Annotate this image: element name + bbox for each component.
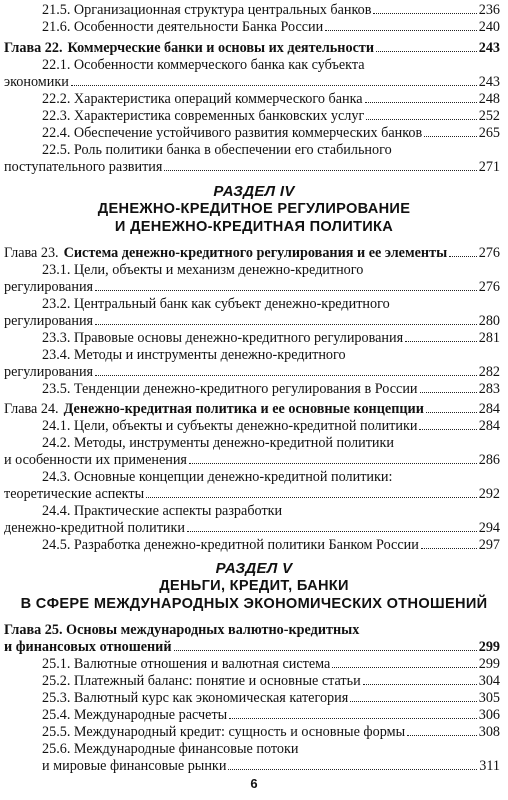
entry-title: 25.2. Платежный баланс: понятие и основные статьи	[42, 673, 361, 689]
entry-page: 281	[478, 330, 500, 346]
dot-leader	[325, 30, 476, 31]
entry-title-line1: 23.1. Цели, объекты и механизм денежно-кредитного	[42, 262, 364, 278]
entry-title-line1: 24.4. Практические аспекты разработки	[42, 503, 283, 519]
entry-page: 311	[479, 758, 500, 774]
entry-title: 21.5. Организационная структура центральных банков	[42, 2, 372, 18]
entry-page: 304	[478, 673, 500, 689]
entry-page: 286	[478, 452, 500, 468]
dot-leader	[366, 119, 476, 120]
entry-title: 21.6. Особенности деятельности Банка России	[42, 19, 324, 35]
dot-leader	[376, 51, 477, 52]
entry-page: 308	[478, 724, 500, 740]
dot-leader	[373, 13, 476, 14]
chapter-prefix: Глава 24.	[4, 401, 59, 417]
section-5-title-line2: В СФЕРЕ МЕЖДУНАРОДНЫХ ЭКОНОМИЧЕСКИХ ОТНОШЕНИЙ	[20, 596, 488, 612]
entry-title: регулирования	[4, 313, 94, 329]
dot-leader	[424, 136, 477, 137]
chapter-prefix: Глава 22.	[4, 40, 63, 56]
dot-leader	[228, 769, 477, 770]
toc-entry[interactable]	[42, 379, 500, 399]
entry-page: 299	[478, 639, 500, 655]
entry-page: 271	[478, 159, 500, 175]
entry-title: 23.3. Правовые основы денежно-кредитного регулирования	[42, 330, 404, 346]
entry-page: 243	[478, 40, 500, 56]
chapter-title: Система денежно-кредитного регулирования и ее элементы	[63, 245, 448, 261]
section-4-label: РАЗДЕЛ IV	[213, 183, 295, 200]
entry-page: 299	[478, 656, 500, 672]
entry-title: 24.5. Разработка денежно-кредитной политики Банком России	[42, 537, 419, 553]
dot-leader	[95, 290, 477, 291]
dot-leader	[350, 701, 476, 702]
entry-title: 25.1. Валютные отношения и валютная система	[42, 656, 331, 672]
entry-title: 24.1. Цели, объекты и субъекты денежно-кредитной политики	[42, 418, 418, 434]
dot-leader	[187, 531, 477, 532]
entry-page: 243	[478, 74, 500, 90]
entry-title: 25.5. Международный кредит: сущность и основные формы	[42, 724, 406, 740]
entry-page: 284	[478, 401, 500, 417]
dot-leader	[420, 392, 477, 393]
chapter-title: Денежно-кредитная политика и ее основные концепции	[63, 401, 424, 417]
dot-leader	[365, 102, 477, 103]
entry-page: 292	[478, 486, 500, 502]
entry-title-line1: 23.2. Центральный банк как субъект денежно-кредитного	[42, 296, 390, 312]
dot-leader	[419, 429, 476, 430]
entry-title: и мировые финансовые рынки	[42, 758, 227, 774]
entry-title: регулирования	[4, 364, 94, 380]
dot-leader	[146, 497, 477, 498]
entry-title-line1: 23.4. Методы и инструменты денежно-кредитного	[42, 347, 346, 363]
dot-leader	[95, 375, 477, 376]
dot-leader	[426, 412, 477, 413]
entry-page: 282	[478, 364, 500, 380]
entry-title-line1: 24.3. Основные концепции денежно-кредитной политики:	[42, 469, 393, 485]
entry-title: 22.2. Характеристика операций коммерческого банка	[42, 91, 363, 107]
entry-title: 22.4. Обеспечение устойчивого развития коммерческих банков	[42, 125, 423, 141]
entry-page: 240	[478, 19, 500, 35]
toc-entry[interactable]	[42, 17, 500, 37]
entry-page: 305	[478, 690, 500, 706]
entry-title: теоретические аспекты	[4, 486, 145, 502]
dot-leader	[164, 170, 476, 171]
dot-leader	[174, 650, 477, 651]
entry-page: 294	[478, 520, 500, 536]
dot-leader	[407, 735, 477, 736]
entry-title-line1: 22.1. Особенности коммерческого банка как субъекта	[42, 57, 365, 73]
dot-leader	[363, 684, 477, 685]
section-5-title-line1: ДЕНЬГИ, КРЕДИТ, БАНКИ	[159, 578, 349, 594]
entry-page: 297	[478, 537, 500, 553]
entry-title: регулирования	[4, 279, 94, 295]
section-5-label: РАЗДЕЛ V	[215, 560, 293, 577]
entry-title-line1: 22.5. Роль политики банка в обеспечении его стабильного	[42, 142, 392, 158]
entry-title: и особенности их применения	[4, 452, 187, 468]
entry-title: денежно-кредитной политики	[4, 520, 186, 536]
dot-leader	[229, 718, 477, 719]
entry-page: 276	[478, 245, 500, 261]
section-4-title-line2: И ДЕНЕЖНО-КРЕДИТНАЯ ПОЛИТИКА	[114, 219, 394, 235]
entry-title: 25.3. Валютный курс как экономическая категория	[42, 690, 349, 706]
entry-title: 25.4. Международные расчеты	[42, 707, 228, 723]
toc-entry[interactable]	[42, 535, 500, 555]
entry-page: 280	[478, 313, 500, 329]
entry-page: 306	[478, 707, 500, 723]
dot-leader	[449, 256, 477, 257]
entry-title: 23.5. Тенденции денежно-кредитного регулирования в России	[42, 381, 418, 397]
dot-leader	[332, 667, 476, 668]
dot-leader	[421, 548, 477, 549]
entry-page: 252	[478, 108, 500, 124]
section-4-title-line1: ДЕНЕЖНО-КРЕДИТНОЕ РЕГУЛИРОВАНИЕ	[97, 201, 411, 217]
entry-title-line1: 24.2. Методы, инструменты денежно-кредитной политики	[42, 435, 395, 451]
entry-title: экономики	[4, 74, 69, 90]
entry-title: 22.3. Характеристика современных банковских услуг	[42, 108, 365, 124]
toc-entry[interactable]	[4, 157, 500, 177]
entry-page: 236	[478, 2, 500, 18]
chapter-25-title-line1: Глава 25. Основы международных валютно-кредитных	[4, 622, 360, 638]
entry-page: 248	[478, 91, 500, 107]
chapter-prefix: Глава 23.	[4, 245, 59, 261]
dot-leader	[189, 463, 477, 464]
dot-leader	[71, 85, 477, 86]
entry-title-line1: 25.6. Международные финансовые потоки	[42, 741, 299, 757]
entry-page: 276	[478, 279, 500, 295]
entry-title: поступательного развития	[4, 159, 163, 175]
chapter-title: и финансовых отношений	[4, 639, 172, 655]
toc-entry[interactable]	[42, 756, 500, 776]
dot-leader	[95, 324, 477, 325]
entry-page: 283	[478, 381, 500, 397]
page-number: 6	[250, 776, 258, 791]
entry-page: 265	[478, 125, 500, 141]
dot-leader	[405, 341, 477, 342]
chapter-title: Коммерческие банки и основы их деятельности	[67, 40, 375, 56]
entry-page: 284	[478, 418, 500, 434]
